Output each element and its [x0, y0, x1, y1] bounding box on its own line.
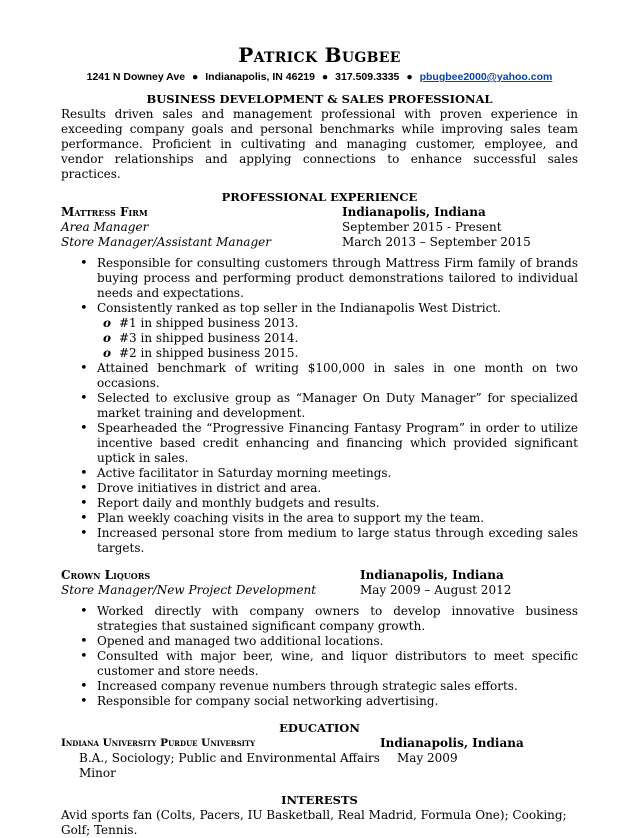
degree-date: May 2009: [397, 751, 458, 765]
education-entry: [61, 736, 578, 751]
list-item: • Active facilitator in Saturday morning meetings.: [97, 466, 578, 481]
job-title: Store Manager/Assistant Manager: [61, 235, 271, 249]
school-name: Indiana University Purdue University: [61, 737, 256, 749]
sub-list-item: o #1 in shipped business 2013.: [115, 316, 578, 331]
list-item: • Responsible for company social networking advertising.: [97, 694, 578, 709]
job-bullets: [61, 256, 578, 556]
job-title: Store Manager/New Project Development: [61, 583, 317, 597]
list-item: • Attained benchmark of writing $100,000 in sales in one month on two occasions.: [97, 361, 578, 391]
experience-heading: PROFESSIONAL EXPERIENCE: [221, 190, 418, 204]
list-item: • Worked directly with company owners to develop innovative business strategies that sustained significant company growth.: [97, 604, 578, 634]
list-item: • Selected to exclusive group as “Manager On Duty Manager” for specialized market training and development.: [97, 391, 578, 421]
separator-dot: ●: [406, 71, 413, 83]
list-item: • Report daily and monthly budgets and results.: [97, 496, 578, 511]
list-item: • Opened and managed two additional locations.: [97, 634, 578, 649]
list-item: • Responsible for consulting customers through Mattress Firm family of brands buying process and performing product demonstrations tailored to individual needs and expectations.: [97, 256, 578, 301]
list-item: • Plan weekly coaching visits in the area to support my the team.: [97, 511, 578, 526]
job-location: Indianapolis, Indiana: [342, 205, 486, 219]
sub-list-item: o #3 in shipped business 2014.: [115, 331, 578, 346]
job-dates: September 2015 - Present: [342, 220, 502, 234]
job-location: Indianapolis, Indiana: [360, 568, 504, 582]
city: Indianapolis, IN 46219: [205, 71, 315, 83]
degree: B.A., Sociology; Public and Environmental Affairs Minor: [79, 751, 380, 780]
job-dates: May 2009 – August 2012: [360, 583, 512, 597]
job-title: Area Manager: [61, 220, 149, 234]
company-name: Crown Liquors: [61, 568, 151, 582]
address: 1241 N Downey Ave: [86, 71, 186, 83]
separator-dot: ●: [321, 71, 329, 83]
phone: 317.509.3335: [335, 71, 400, 83]
contact-line: [61, 70, 578, 84]
sub-bullets: [97, 316, 578, 361]
email-link[interactable]: pbugbee2000@yahoo.com: [419, 71, 553, 83]
list-item: • Drove initiatives in district and area.: [97, 481, 578, 496]
interests-text: Avid sports fan (Colts, Pacers, IU Basketball, Real Madrid, Formula One); Cooking; Golf; Tennis.: [61, 808, 567, 837]
resume-page: [61, 44, 578, 838]
list-item: • Increased personal store from medium to large status through exceding sales targets.: [97, 526, 578, 556]
list-item: • Increased company revenue numbers through strategic sales efforts.: [97, 679, 578, 694]
list-item: • Spearheaded the “Progressive Financing Fantasy Program” in order to utilize incentive based credit enhancing and financing which provided significant uptick in sales.: [97, 421, 578, 466]
list-item: [97, 301, 578, 361]
candidate-name: Patrick Bugbee: [238, 43, 401, 67]
job-bullets: [61, 604, 578, 709]
education-heading: EDUCATION: [279, 721, 360, 735]
degree-row: [61, 751, 578, 781]
school-location: Indianapolis, Indiana: [380, 736, 524, 750]
bullet-text: Consistently ranked as top seller in the Indianapolis West District.: [97, 301, 501, 315]
job-dates: March 2013 – September 2015: [342, 235, 531, 249]
company-name: Mattress Firm: [61, 205, 148, 219]
summary-heading: BUSINESS DEVELOPMENT & SALES PROFESSIONAL: [146, 92, 493, 106]
summary-text: Results driven sales and management professional with proven experience in exceeding company goals and personal benchmarks while improving sales team performance. Proficient in cultivating and managing customer, employee, and vendor relationships and applying connections to enhance successful sales practices.: [61, 107, 578, 181]
separator-dot: ●: [191, 71, 199, 83]
list-item: • Consulted with major beer, wine, and liquor distributors to meet specific customer and store needs.: [97, 649, 578, 679]
interests-heading: INTERESTS: [281, 793, 358, 807]
sub-list-item: o #2 in shipped business 2015.: [115, 346, 578, 361]
job-crown-liquors: [61, 568, 578, 709]
job-mattress-firm: [61, 205, 578, 556]
